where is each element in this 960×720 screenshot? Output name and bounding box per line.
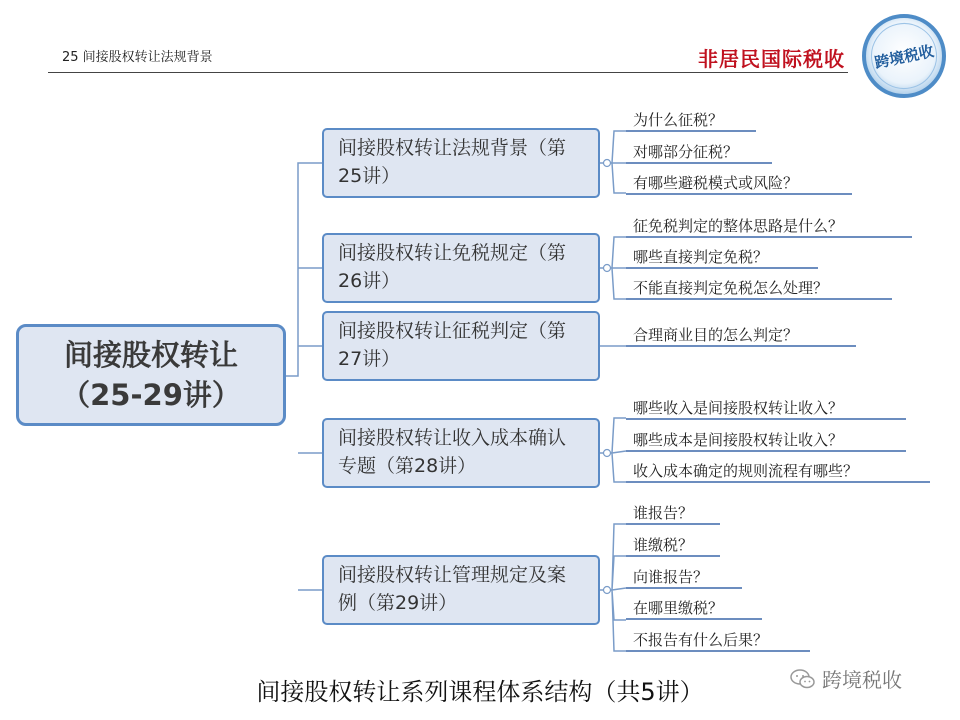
question-item: 哪些成本是间接股权转让收入？ [633, 431, 844, 449]
question-item: 在哪里缴税？ [633, 599, 724, 617]
question-underline [626, 418, 906, 420]
question-item: 哪些直接判定免税？ [633, 248, 769, 266]
root-title: 间接股权转让 [63, 338, 238, 372]
question-item: 不能直接判定免税怎么处理？ [633, 279, 829, 297]
question-underline [626, 450, 906, 452]
question-underline [626, 587, 742, 589]
question-item: 向谁报告？ [633, 568, 709, 586]
question-underline [626, 523, 720, 525]
brand-logo-text: 跨境税收 [865, 17, 943, 95]
question-underline [626, 298, 892, 300]
question-underline [626, 162, 772, 164]
question-underline [626, 555, 720, 557]
wechat-watermark-text: 跨境税收 [822, 668, 902, 692]
question-underline [626, 267, 818, 269]
question-item: 哪些收入是间接股权转让收入？ [633, 399, 844, 417]
topic-4-connector [600, 418, 626, 482]
topic-node: 间接股权转让收入成本确认专题（第28讲） [322, 418, 600, 488]
topic-node: 间接股权转让征税判定（第27讲） [322, 311, 600, 381]
header-title: 25 间接股权转让法规背景 [62, 50, 213, 65]
wechat-icon [790, 668, 816, 690]
question-underline [626, 345, 856, 347]
question-underline [626, 236, 912, 238]
question-item: 收入成本确定的规则流程有哪些？ [633, 462, 859, 480]
question-item: 对哪部分征税？ [633, 143, 739, 161]
brand-title: 非居民国际税收 [698, 47, 845, 71]
question-underline [626, 130, 756, 132]
question-item: 谁报告？ [633, 504, 694, 522]
question-item: 为什么征税？ [633, 111, 724, 129]
question-item: 合理商业目的怎么判定？ [633, 326, 799, 344]
question-underline [626, 618, 762, 620]
question-item: 有哪些避税模式或风险？ [633, 174, 799, 192]
slide-caption: 间接股权转让系列课程体系结构（共5讲） [256, 678, 704, 706]
question-item: 不报告有什么后果？ [633, 631, 769, 649]
question-underline [626, 650, 810, 652]
root-subtitle: （25-29讲） [61, 378, 241, 412]
root-connector [286, 163, 322, 590]
topic-node: 间接股权转让免税规定（第26讲） [322, 233, 600, 303]
question-underline [626, 481, 930, 483]
question-item: 谁缴税？ [633, 536, 694, 554]
root-node [16, 324, 286, 426]
question-item: 征免税判定的整体思路是什么？ [633, 217, 844, 235]
question-underline [626, 193, 852, 195]
topic-node: 间接股权转让管理规定及案例（第29讲） [322, 555, 600, 625]
topic-node: 间接股权转让法规背景（第25讲） [322, 128, 600, 198]
wechat-watermark [790, 664, 902, 693]
